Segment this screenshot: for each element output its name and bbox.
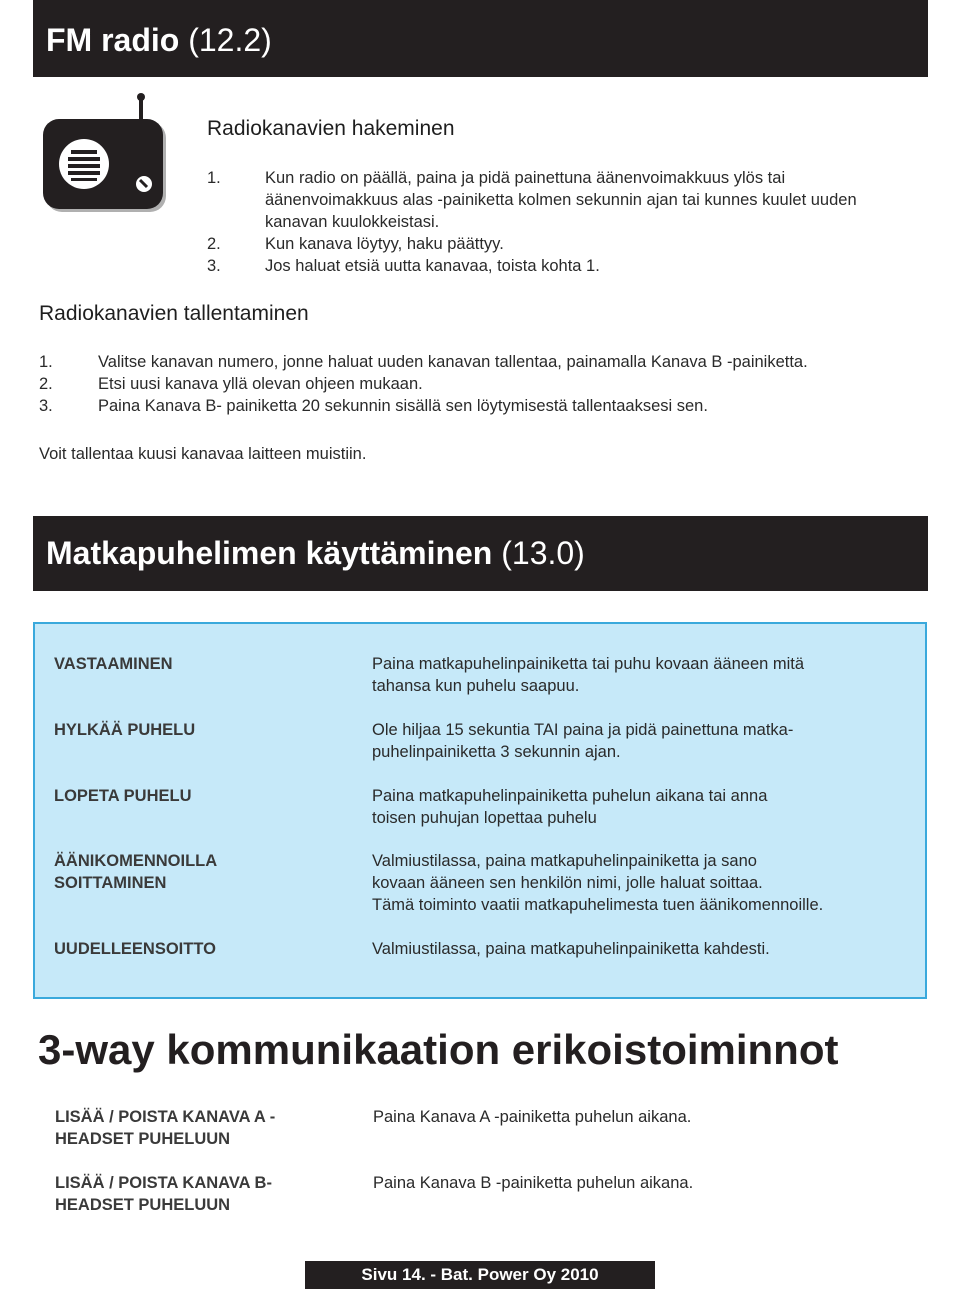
section-title (46, 21, 272, 59)
function-label: ÄÄNIKOMENNOILLA SOITTAMINEN (54, 852, 218, 892)
list-item (39, 373, 919, 395)
step-text: Etsi uusi kanava yllä olevan ohjeen mukaan. (98, 375, 423, 393)
threeway-heading: 3-way kommunikaation erikoistoiminnot (38, 1026, 839, 1073)
step-number: 1. (39, 353, 53, 371)
section-number: (12.2) (188, 22, 272, 58)
list-item (39, 351, 919, 373)
function-description: Valmiustilassa, paina matkapuhelinpainiketta kahdesti. (372, 940, 770, 958)
function-description: Paina matkapuhelinpainiketta puhelun aikana tai anna toisen puhujan lopettaa puhelu (372, 787, 768, 827)
function-label: VASTAAMINEN (54, 655, 173, 673)
list-item (39, 395, 919, 417)
step-text: Kun kanava löytyy, haku päättyy. (265, 235, 504, 253)
step-text: Valitse kanavan numero, jonne haluat uuden kanavan tallentaa, painamalla Kanava B -painiketta. (98, 353, 808, 371)
function-label: HYLKÄÄ PUHELU (54, 721, 196, 739)
step-text: Jos haluat etsiä uutta kanavaa, toista kohta 1. (265, 257, 600, 275)
save-steps (39, 351, 919, 417)
list-item (207, 255, 887, 277)
function-label: LISÄÄ / POISTA KANAVA A - HEADSET PUHELUUN (55, 1108, 276, 1148)
step-text: Kun radio on päällä, paina ja pidä painettuna äänenvoimakkuus ylös tai äänenvoimakkuus alas -painiketta kolmen sekunnin ajan tai kunnes kuulet uuden kanavan kuulokkeistasi. (265, 169, 857, 231)
step-number: 3. (39, 397, 53, 415)
step-number: 3. (207, 257, 221, 275)
section-number: (13.0) (501, 535, 585, 571)
section-header-phone (33, 516, 928, 591)
section-title (46, 534, 585, 572)
step-number: 1. (207, 169, 221, 187)
function-description: Paina matkapuhelinpainiketta tai puhu kovaan ääneen mitä tahansa kun puhelu saapuu. (372, 655, 805, 695)
step-number: 2. (207, 235, 221, 253)
page-footer: Sivu 14. - Bat. Power Oy 2010 (305, 1261, 655, 1289)
phone-functions-box (33, 622, 927, 999)
list-item (207, 167, 887, 233)
function-description: Ole hiljaa 15 sekuntia TAI paina ja pidä painettuna matka- puhelinpainiketta 3 sekunnin ajan. (372, 721, 794, 761)
section-header-fm-radio (33, 0, 928, 77)
function-label: LISÄÄ / POISTA KANAVA B- HEADSET PUHELUUN (55, 1174, 272, 1214)
search-steps (207, 167, 887, 277)
section-title-text: Matkapuhelimen käyttäminen (46, 535, 493, 571)
step-text: Paina Kanava B- painiketta 20 sekunnin sisällä sen löytymisestä tallentaaksesi sen. (98, 397, 708, 415)
function-label: LOPETA PUHELU (54, 787, 192, 805)
step-number: 2. (39, 375, 53, 393)
radio-icon (40, 92, 172, 216)
function-description: Paina Kanava B -painiketta puhelun aikana. (373, 1174, 694, 1192)
function-description: Paina Kanava A -painiketta puhelun aikana. (373, 1108, 692, 1126)
function-label: UUDELLEENSOITTO (54, 940, 216, 958)
save-heading: Radiokanavien tallentaminen (39, 302, 309, 325)
list-item (207, 233, 887, 255)
section-title-text: FM radio (46, 22, 180, 58)
save-note: Voit tallentaa kuusi kanavaa laitteen muistiin. (39, 445, 367, 463)
search-heading: Radiokanavien hakeminen (207, 117, 455, 140)
function-description: Valmiustilassa, paina matkapuhelinpainiketta ja sano kovaan ääneen sen henkilön nimi, jolle haluat soittaa. Tämä toiminto vaatii matkapuhelimesta tuen äänikomennoille. (372, 852, 824, 914)
